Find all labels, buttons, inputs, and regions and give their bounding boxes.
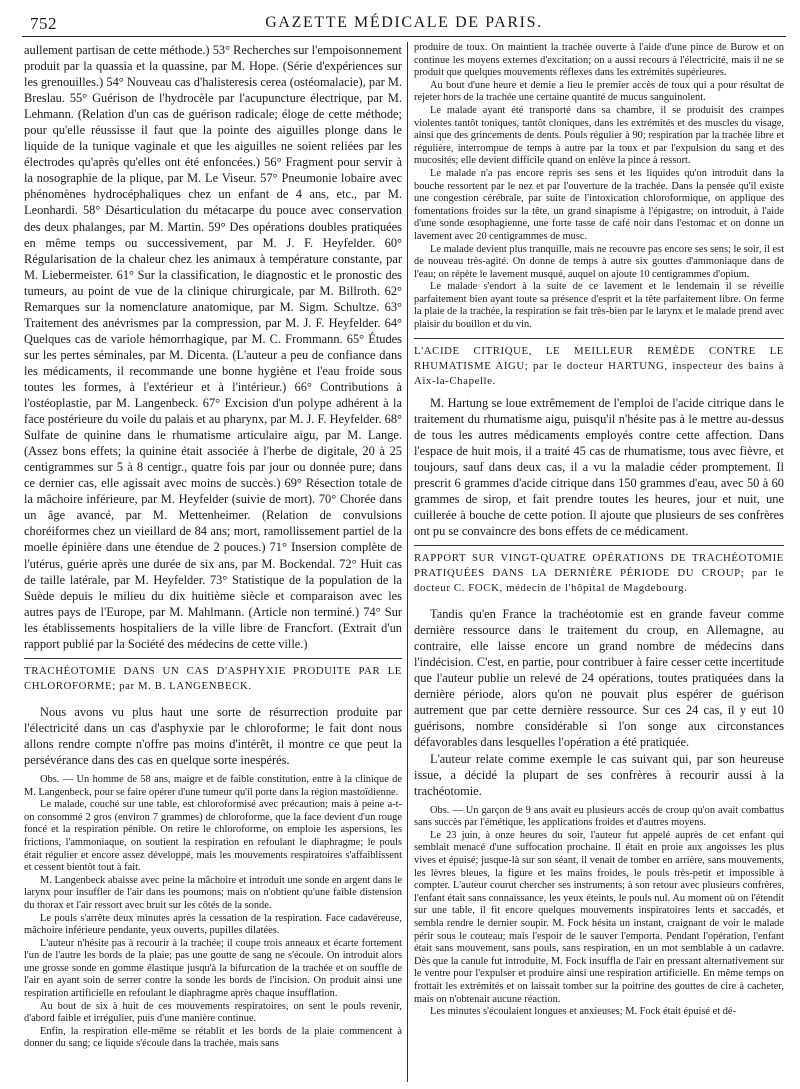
column-divider — [407, 42, 408, 1082]
body-paragraph: Enfin, la respiration elle-même se rétablit et les bords de la plaie commencent à donner du sang; ce liquide s'écoule dans la trachée, mais sans — [24, 1025, 402, 1050]
page-header — [22, 10, 786, 38]
header-rule — [22, 36, 786, 37]
journal-title: GAZETTE MÉDICALE DE PARIS. — [265, 14, 543, 31]
body-paragraph: Au bout de six à huit de ces mouvements respiratoires, on sent le pouls revenir, d'abord faible et irrégulier, puis d'une manière continue. — [24, 1000, 402, 1025]
body-paragraph: produire de toux. On maintient la trachée ouverte à l'aide d'une pince de Burow et on continue les moyens externes d'excitation; on a aussi recours à l'électricité, mais il ne se produit que quelques mouvements réflexes dans les extrémités supérieures. — [414, 42, 784, 79]
body-paragraph: Le pouls s'arrête deux minutes après la cessation de la respiration. Face cadavéreuse, mâchoire inférieure pendante, yeux ouverts, pupilles dilatées. — [24, 912, 402, 937]
section-rule — [24, 658, 402, 659]
article-title-fock: RAPPORT SUR VINGT-QUATRE OPÉRATIONS DE TRACHÉOTOMIE PRATIQUÉES DANS LA DERNIÈRE PÉRIODE DU CROUP; par le docteur C. FOCK, médecin de l'hôpital de Magdebourg. — [414, 552, 784, 595]
body-paragraph: Le malade n'a pas encore repris ses sens et les liquides qu'on introduit dans la bouche ressortent par le nez et par l'ouverture de la trachée. Dans la pensée qu'il existe une congestion cérébrale, par suite de l'intoxication chloroformique, on applique des fomentations froides sur la tête, un grand sinapisme à l'épigastre; on introduit, à l'aide d'une sonde œsophagienne, une forte tasse de café noir dans l'estomac et on donne un lavement avec 20 centigrammes de musc. — [414, 167, 784, 242]
fock-intro-paragraph: Tandis qu'en France la trachéotomie est en grande faveur comme dernière ressource dans le traitement du croup, en Allemagne, au contraire, elle laisse encore un grand nombre de médecins dans l'indécision. C'est, en partie, pour contribuer à faire cesser cette incertitude que l'auteur publie un relevé de 24 opérations, toutes pratiquées dans la dernière période, alors qu'on ne pouvait plus espérer de guérison autrement que par cette dernière ressource. Sur ces 24 cas, il y eut 10 guérisons, nombre considérable si l'on songe aux circonstances défavorables dans lesquelles l'opération a été pratiquée. — [414, 607, 784, 750]
left-column — [24, 42, 402, 1082]
body-paragraph: Le malade, couché sur une table, est chloroformisé avec précaution; mais à peine a-t-on consommé 2 gros (environ 7 grammes) de chloroforme, que la face devient d'un rouge foncé et la respiration pénible. On retire le chloroforme, on emploie les aspersions, les frictions, l'ammoniaque, on soutient la respiration en refoulant le diaphragme; le pouls était régulier et encore assez développé, mais les mouvements respiratoires s'affaiblissent et cessent bientôt tout à fait. — [24, 799, 402, 874]
section-rule — [414, 545, 784, 546]
body-paragraph: Les minutes s'écoulaient longues et anxieuses; M. Fock était épuisé et dé- — [430, 1006, 737, 1018]
observation-paragraph: Obs. — Un homme de 58 ans, maigre et de faible constitution, entre à la clinique de M. Langenbeck, pour se faire opérer d'une tumeur qu'il porte dans la région mastoïdienne. — [24, 773, 402, 798]
body-paragraph: Le malade ayant été transporté dans sa chambre, il se produisit des crampes violentes tantôt toniques, tantôt cloniques, dans les extrémités et des muscles du visage, ainsi que des grincements de dents. Pouls régulier à 90; respiration par la trachée libre et régulière, interrompue de temps à autre par la toux et par l'expulsion du sang et des mucosités; elle devient difficile quand on enlève la pince à ressort. — [414, 104, 784, 167]
page-number: 752 — [30, 14, 57, 33]
right-column — [414, 42, 784, 1082]
intro-paragraph: Nous avons vu plus haut une sorte de résurrection produite par l'électricité dans un cas d'asphyxie par le chloroforme; le fait dont nous allons rendre compte n'offre pas moins d'intérêt, il montre ce que peut la persévérance dans des cas en quelque sorte inespérés. — [24, 704, 402, 767]
body-paragraph: M. Langenbeck abaisse avec peine la mâchoire et introduit une sonde en argent dans le larynx pour insuffler de l'air dans les poumons; mais on n'obtient qu'une faible distension du thorax et l'air ressort avec bruit sur les côtés de la sonde. — [24, 874, 402, 911]
body-paragraph: Au bout d'une heure et demie a lieu le premier accès de toux qui a pour résultat de rejeter hors de la trachée une certaine quantité de mucus sanguinolent. — [414, 79, 784, 104]
body-paragraph: Le malade s'endort à la suite de ce lavement et le lendemain il se réveille parfaitement bien ayant toute sa présence d'esprit et la tête parfaitement libre. On ferme la plaie de la trachée, la respiration se fait très-bien par le larynx et le malade prend avec plaisir du bouillon et du vin. — [414, 281, 784, 331]
body-paragraph: L'auteur n'hésite pas à recourir à la trachée; il coupe trois anneaux et écarte fortement l'un de l'autre les bords de la plaie; pas une goutte de sang ne s'écoule. On introduit alors une grosse sonde en gomme élastique jusqu'à la bifurcation de la trachée et on souffle de l'air en ayant soin de serrer contre la sonde les bords de l'incision. On produit ainsi une respiration artificielle en refoulant le diaphragme après chaque insufflation. — [24, 937, 402, 1000]
observation-paragraph: Obs. — Un garçon de 9 ans avait eu plusieurs accès de croup qu'on avait combattus sans succès par l'émétique, les applications froides et d'autres moyens. — [414, 804, 784, 829]
section-rule — [414, 338, 784, 339]
fock-example-paragraph: L'auteur relate comme exemple le cas suivant qui, par son heureuse issue, a décidé la plupart de ses confrères à recourir aussi à la trachéotomie. — [414, 751, 784, 798]
body-paragraph: Le 23 juin, à onze heures du soir, l'auteur fut appelé auprès de cet enfant qui semblait menacé d'une suffocation prochaine. Il était en proie aux angoisses les plus vives et épuisé; jusque-là sur son séant, il venait de tomber en arrière, sans mouvements, les lèvres bleues, la figure et les mains froides, le pouls très-petit et impossible à compter. L'auteur courut chercher ses instruments; à son retour avec plusieurs confrères, l'enfant était sans connaissance, les yeux éteints, le pouls nul. Au moment où on l'étendit sur une table, il fit encore quelques mouvements inspiratoires lents et saccadés, et sembla rendre le dernier soupir. M. Fock hésita un instant, craignant de voir le malade périr sous le couteau; mais l'espoir de le sauver l'emporta. Pendant l'opération, l'enfant était sans mouvement, sans pouls, sans respiration, en un mot semblable à un cadavre. Dès que la canule fut introduite, M. Fock insuffla de l'air en pressant alternativement sur le ventre pour l'expulser et produire ainsi une respiration artificielle. En même temps on frottait les extrémités et on laissait tomber sur la poitrine des gouttes de cire à cacheter, mais on n'obtenait aucune réaction. — [414, 829, 784, 1005]
body-paragraph: Le malade devient plus tranquille, mais ne recouvre pas encore ses sens; le soir, il est de nouveau très-agité. On donne de temps à autre six gouttes d'ammoniaque dans de l'eau; on répète le lavement musqué, auquel on ajoute 10 centigrammes d'opium. — [414, 243, 784, 280]
article-title-langenbeck: TRACHÉOTOMIE DANS UN CAS D'ASPHYXIE PRODUITE PAR LE CHLOROFORME; par M. B. LANGENBECK. — [24, 664, 402, 692]
hartung-paragraph: M. Hartung se loue extrêmement de l'emploi de l'acide citrique dans le traitement du rhumatisme aigu, puisqu'il n'hésite pas à le mettre au-dessus de tous les autres médicaments employés contre cette affection. Dans l'espace de huit mois, il a traité 45 cas de rhumatisme, tous avec fièvre, et toujours, sauf dans deux cas, il a vu la maladie céder promptement. Il prescrit 6 grammes d'acide citrique dans 150 grammes d'eau, avec 50 à 60 grammes de sirop, et fait prendre toutes les heures, jour et nuit, une cuillerée à bouche de cette potion. Il ajoute que plusieurs de ses confrères ont pu se convaincre des bons effets de ce médicament. — [414, 395, 784, 539]
bibliography-paragraph: aullement partisan de cette méthode.) 53° Recherches sur l'empoisonnement produit par la quassia et la quassine, par M. Hope. (Série d'expériences sur les grenouilles.) 54° Nouveau cas d'halisteresis cerea (ostéomalacie), par M. Breslau. 55° Guérison de l'hydrocèle par l'acupuncture électrique, par M. Lehmann. (Relation d'un cas de guérison radicale; éloge de cette méthode; pour qu'elle réussisse il faut que la pointe des aiguilles plonge dans le liquide de la tunique vaginale et que les aiguilles ne soient reliées par les électrodes qu'après qu'elles ont été enfoncées.) 56° Fragment pour servir à la nosographie de la plique, par M. Le Viseur. 57° Pneumonie lobaire avec phénomènes hydrocéphaliques chez un enfant de 4 ans, etc., par M. Leonhardi. 58° Désarticulation du métacarpe du pouce avec conservation des deux phalanges, par M. Martin. 59° Des opérations doubles pratiquées en même temps ou successivement, par M. J. F. Heyfelder. 60° Régularisation de la chaleur chez les animaux à température constante, par M. Liebermeister. 61° Sur la classification, le diagnostic et le pronostic des tumeurs, au point de vue de la clinique chirurgicale, par M. Billroth. 62° Remarques sur la nomenclature anatomique, par M. Sigm. Schultze. 63° Traitement des anévrismes par la compression, par M. J. F. Heyfelder. 64° Quelques cas de variole hémorrhagique, par M. C. Frommann. 65° Études sur les pertes séminales, par M. Dicenta. (L'auteur a peu de confiance dans les médicaments, il recommande une bonne hygiène et l'eau froide sous toutes les formes, à l'extérieur et à l'intérieur.) 66° Contributions à l'ostéoplastie, par M. Langenbeck. 67° Excision d'un polype adhérent à la face postérieure du voile du palais et au pharynx, par M. J. F. Heyfelder. 68° Sulfate de quinine dans le rhumatisme articulaire aigu, par M. Lange. (Assez bons effets; la quinine était associée à l'herbe de digitale, 20 à 25 centigrammes sur 5 à 8 centigr., quatre fois par jour ou donnée pure; dans ce dernier cas, elle agissait avec moins de succès.) 69° Résection totale de la mâchoire inférieure, par M. Heyfelder (suivie de mort). 70° Chorée dans un âge avancé, par M. Mettenheimer. (Relation de convulsions choréiformes chez un vieillard de 84 ans; mort, ramollissement partiel de la moelle épinière dans une étendue de 2 pouces.) 71° Insersion complète de l'utérus, guérie après une durée de six ans, par M. Bockendal. 72° Huit cas de taille latérale, par M. Heyfelder. 73° Statistique de la population de la Suède depuis le milieu du dix huitième siècle et comparaison avec les autres pays de l'Europe, par M. Mahlmann. (Article non terminé.) 74° Sur les établissements hospitaliers de la ville libre de Francfort. (Extrait d'un rapport publié par la Société des médecins de cette ville.) — [24, 43, 402, 651]
article-title-hartung: L'ACIDE CITRIQUE, LE MEILLEUR REMÈDE CONTRE LE RHUMATISME AIGU; par le docteur HARTUNG, inspecteur des bains à Aix-la-Chapelle. — [414, 344, 784, 387]
spacer — [24, 694, 402, 704]
spacer — [414, 596, 784, 606]
